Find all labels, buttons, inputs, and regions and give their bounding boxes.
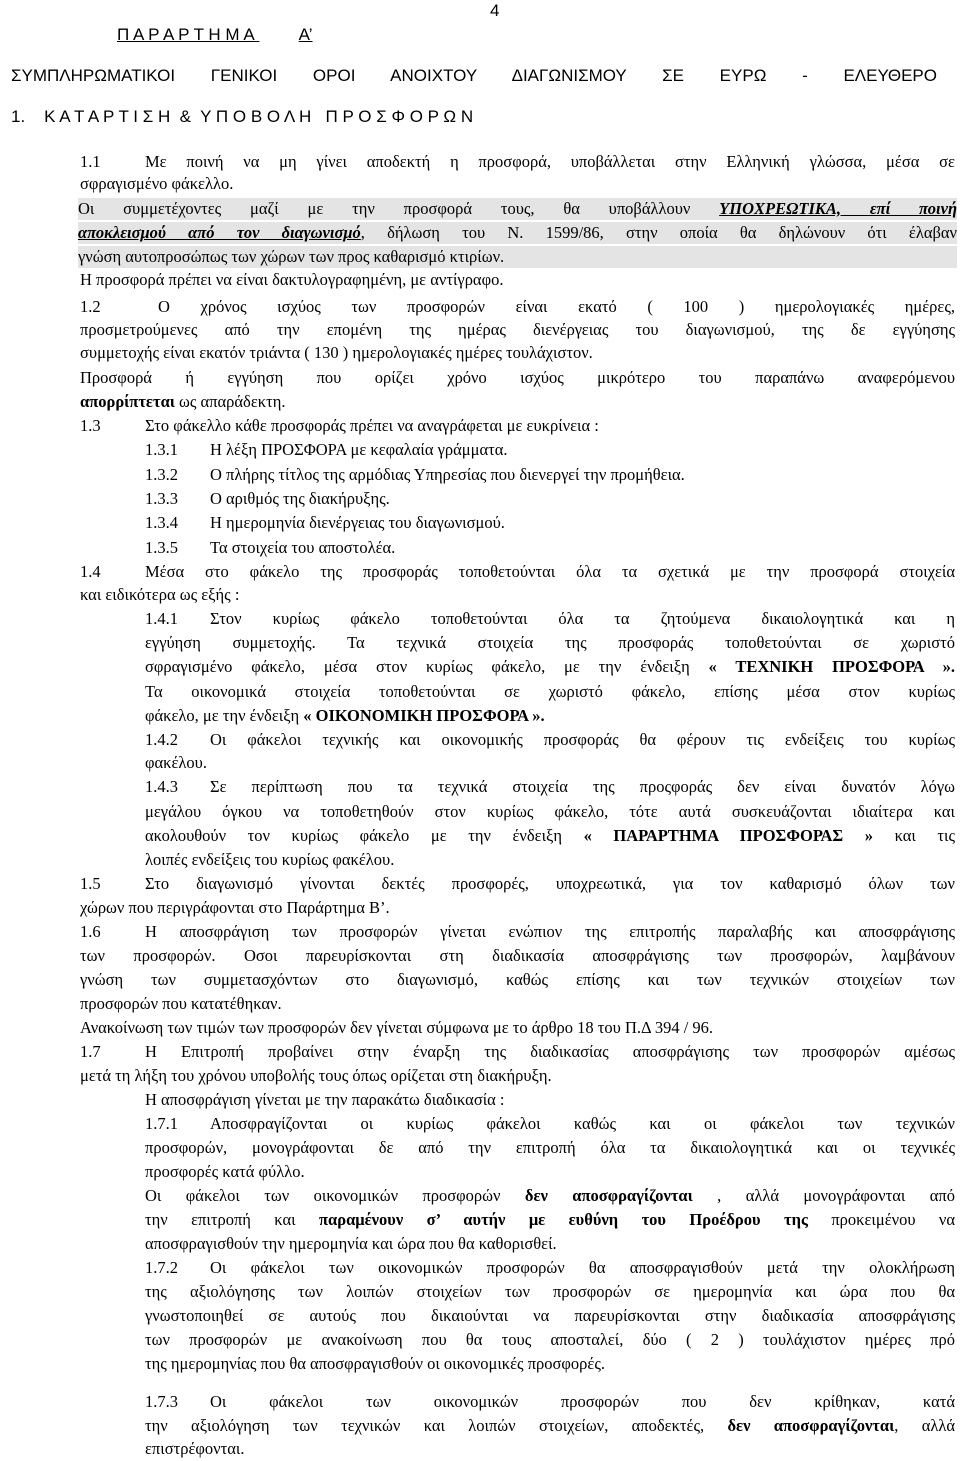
offer-annex-label: « ΠΑΡΑΡΤΗΜΑ ΠΡΟΣΦΟΡΑΣ » bbox=[583, 826, 874, 845]
clause-1-7-3-line-2 bbox=[145, 1415, 955, 1437]
clause-1-7-2-line-3: γνωστοποιηθεί σε αυτούς που δικαιούνται να παρευρίσκονται στην διαδικασία αποσφράγισης bbox=[145, 1306, 955, 1325]
clause-1-5-number: 1.5 bbox=[80, 874, 101, 893]
clause-1-7-1-number: 1.7.1 bbox=[145, 1114, 178, 1133]
clause-1-7-3-line-2-text: την αξιολόγηση των τεχνικών και λοιπών στοιχείων, αποδεκτές, bbox=[145, 1416, 728, 1435]
clause-1-6-line-5: Ανακοίνωση των τιμών των προσφορών δεν γίνεται σύμφωνα με το άρθρο 18 του Π.Δ 394 / 96. bbox=[80, 1018, 714, 1037]
clause-1-4-3-line-3-tail: και τις bbox=[873, 826, 956, 845]
clause-1-7-2-number: 1.7.2 bbox=[145, 1258, 178, 1277]
clause-1-3-4-number: 1.3.4 bbox=[145, 513, 178, 532]
clause-1-3-1-text: Η λέξη ΠΡΟΣΦΟΡΑ με κεφαλαία γράμματα. bbox=[210, 440, 508, 459]
section-1-title: Κ Α Τ Α Ρ Τ Ι Σ Η & Υ Π Ο Β Ο Λ Η Π Ρ Ο Σ Φ Ο Ρ Ω Ν bbox=[44, 107, 474, 126]
clause-1-7-1-line-6: αποσφραγισθούν την ημερομηνία και ώρα που θα καθορισθεί. bbox=[145, 1234, 557, 1253]
clause-1-2-line-3: συμμετοχής είναι εκατόν τριάντα ( 130 ) ημερολογιακές ημέρες τουλάχιστον. bbox=[80, 343, 593, 362]
clause-1-4-3-line-4: λοιπές ενδείξεις του κυρίως φακέλου. bbox=[145, 850, 395, 869]
clause-1-7-line-1: Η Επιτροπή προβαίνει στην έναρξη της διαδικασίας αποσφράγισης των προσφορών αμέσως bbox=[145, 1042, 955, 1061]
clause-1-7-2-line-4: των προσφορών με ανακοίνωση που θα τους αποσταλεί, δύο ( 2 ) τουλάχιστον ημέρες πρό bbox=[145, 1330, 955, 1349]
clause-1-4-1-number: 1.4.1 bbox=[145, 609, 178, 628]
clause-1-7-1-line-2: προσφορών, μονογράφονται δε από την επιτροπή όλα τα δικαιολογητικά και οι τεχνικές bbox=[145, 1138, 955, 1157]
clause-1-4-2-line-1: Οι φάκελοι τεχνικής και οικονομικής προσφοράς θα φέρουν τις ενδείξεις του κυρίως bbox=[210, 730, 955, 749]
clause-1-1-line-3 bbox=[78, 198, 957, 220]
clause-1-5-line-1: Στο διαγωνισμό γίνονται δεκτές προσφορές, υποχρεωτικά, για τον καθαρισμό όλων των bbox=[145, 874, 955, 893]
clause-1-6-number: 1.6 bbox=[80, 922, 101, 941]
clause-1-3-5-text: Τα στοιχεία του αποστολέα. bbox=[210, 538, 396, 557]
appendix-letter: Α’ bbox=[298, 25, 313, 44]
rejected-text: απορρίπτεται bbox=[80, 392, 175, 411]
clause-1-7-1-line-4-text: Οι φάκελοι των οικονομικών προσφορών bbox=[145, 1186, 525, 1205]
clause-1-4-1-line-5-text: φάκελο, με την ένδειξη bbox=[145, 706, 300, 725]
clause-1-4-3-number: 1.4.3 bbox=[145, 777, 178, 796]
clause-1-7-2-line-5: της ημερομηνίας που θα αποσφραγισθούν οι οικονομικές προσφορές. bbox=[145, 1354, 605, 1373]
clause-1-6-line-1: Η αποσφράγιση των προσφορών γίνεται ενώπιον της επιτροπής παραλαβής και αποσφράγισης bbox=[145, 922, 955, 941]
appendix-heading bbox=[117, 24, 313, 46]
page-number: 4 bbox=[490, 1, 500, 20]
clause-1-7-line-3: Η αποσφράγιση γίνεται με την παρακάτω διαδικασία : bbox=[145, 1090, 505, 1109]
exclusion-text: αποκλεισμού από τον διαγωνισμό bbox=[78, 223, 361, 242]
clause-1-5-line-2: χώρων που περιγράφονται στο Παράρτημα Β’. bbox=[80, 898, 390, 917]
not-unsealed-text-2: δεν αποσφραγίζονται bbox=[727, 1416, 895, 1435]
clause-1-4-1-line-3 bbox=[145, 656, 955, 678]
clause-1-4-1-line-2: εγγύηση συμμετοχής. Τα τεχνικά στοιχεία της προσφοράς τοποθετούνται σε χωριστό bbox=[145, 633, 955, 652]
clause-1-7-3-line-2-tail: , αλλά bbox=[894, 1416, 956, 1435]
clause-1-4-1-line-4: Τα οικονομικά στοιχεία τοποθετούνται σε χωριστό φάκελο, επίσης μέσα στον κυρίως bbox=[145, 682, 955, 701]
clause-1-3-4-text: Η ημερομηνία διενέργειας του διαγωνισμού. bbox=[210, 513, 505, 532]
clause-1-4-line-2: και ειδικότερα ως εξής : bbox=[80, 585, 240, 604]
clause-1-6-line-4: προσφορών που κατατέθηκαν. bbox=[80, 994, 282, 1013]
document-title: ΣΥΜΠΛΗΡΩΜΑΤΙΚΟΙ ΓΕΝΙΚΟΙ ΟΡΟΙ ΑΝΟΙΧΤΟΥ ΔΙΑΓΩΝΙΣΜΟΥ ΣΕ ΕΥΡΩ - ΕΛΕΥΘΕΡΟ bbox=[11, 66, 937, 85]
clause-1-7-number: 1.7 bbox=[80, 1042, 101, 1061]
clause-1-4-1-line-1: Στον κυρίως φάκελο τοποθετούνται όλα τα ζητούμενα δικαιολογητικά και η bbox=[210, 609, 955, 628]
clause-1-3-2-number: 1.3.2 bbox=[145, 465, 178, 484]
clause-1-4-3-line-2: μεγάλου όγκου να τοποθετηθούν στον κυρίως φάκελο, τότε αυτά συσκευάζονται ιδιαίτερα και bbox=[145, 802, 955, 821]
clause-1-7-1-line-5-tail: προκειμένου να bbox=[807, 1210, 956, 1229]
clause-1-4-1-line-5 bbox=[145, 705, 545, 727]
clause-1-3-text: Στο φάκελλο κάθε προσφοράς πρέπει να αναγράφεται με ευκρίνεια : bbox=[145, 416, 599, 435]
chair-responsibility-text: παραμένουν σ’ αυτήν με ευθύνη του Προέδρου της bbox=[318, 1210, 808, 1229]
clause-1-7-1-line-5-text: την επιτροπή και bbox=[145, 1210, 319, 1229]
clause-1-3-number: 1.3 bbox=[80, 416, 101, 435]
clause-1-6-line-2: των προσφορών. Οσοι παρευρίσκονται στη διαδικασία αποσφράγισης των προσφορών, λαμβάνουν bbox=[80, 946, 955, 965]
clause-1-4-line-1: Μέσα στο φάκελο της προσφοράς τοποθετούνται όλα τα σχετικά με την προσφορά στοιχεία bbox=[145, 562, 955, 581]
clause-1-2-line-4: Προσφορά ή εγγύηση που ορίζει χρόνο ισχύος μικρότερο του παραπάνω αναφερόμενου bbox=[80, 368, 955, 387]
technical-offer-label: « ΤΕΧΝΙΚΗ ΠΡΟΣΦΟΡΑ ». bbox=[708, 657, 955, 676]
clause-1-7-2-line-1: Οι φάκελοι των οικονομικών προσφορών θα αποσφραγισθούν μετά την ολοκλήρωση bbox=[210, 1258, 955, 1277]
appendix-title: Π Α Ρ Α Ρ Τ Η Μ Α bbox=[117, 25, 255, 44]
clause-1-7-2-line-2: της αξιολόγησης των λοιπών στοιχείων των προσφορών σε ημερομηνία και ώρα που θα bbox=[145, 1282, 955, 1301]
clause-1-3-3-text: Ο αριθμός της διακήρυξης. bbox=[210, 489, 390, 508]
clause-1-4-number: 1.4 bbox=[80, 562, 101, 581]
clause-1-2-line-1: Ο χρόνος ισχύος των προσφορών είναι εκατό ( 100 ) ημερολογιακές ημέρες, bbox=[158, 297, 955, 316]
clause-1-3-2-text: Ο πλήρης τίτλος της αρμόδιας Υπηρεσίας που διενεργεί την προμήθεια. bbox=[210, 465, 685, 484]
clause-1-1-line-2: σφραγισμένο φάκελλο. bbox=[80, 174, 234, 193]
clause-1-7-1-line-1: Αποσφραγίζονται οι κυρίως φάκελοι καθώς και οι φάκελοι των τεχνικών bbox=[210, 1114, 955, 1133]
clause-1-1-line-1: Με ποινή να μη γίνει αποδεκτή η προσφορά, υποβάλλεται στην Ελληνική γλώσσα, μέσα σε bbox=[145, 152, 955, 171]
clause-1-1-line-4 bbox=[78, 222, 957, 244]
section-1-heading bbox=[11, 106, 951, 128]
mandatory-penalty-text: ΥΠΟΧΡΕΩΤΙΚΑ, επί ποινή bbox=[719, 199, 957, 218]
clause-1-7-3-line-3: επιστρέφονται. bbox=[145, 1439, 245, 1458]
clause-1-2-line-2: προσμετρούμενες από την επομένη της ημέρας διενέργειας του διαγωνισμού, της δε εγγύησης bbox=[80, 320, 955, 339]
clause-1-7-line-2: μετά τη λήξη του χρόνου υποβολής τους όπως ορίζεται στη διακήρυξη. bbox=[80, 1066, 552, 1085]
clause-1-7-1-line-4 bbox=[145, 1185, 955, 1207]
clause-1-4-3-line-3-text: ακολουθούν τον κυρίως φάκελο με την ένδειξη bbox=[145, 826, 563, 845]
clause-1-3-1-number: 1.3.1 bbox=[145, 440, 178, 459]
section-1-number: 1. bbox=[11, 107, 26, 126]
clause-1-6-line-3: γνώση των συμμετασχόντων στο διαγωνισμό, καθώς επίσης και των τεχνικών στοιχείων των bbox=[80, 970, 955, 989]
clause-1-7-1-line-3: προσφορές κατά φύλλο. bbox=[145, 1162, 305, 1181]
clause-1-2-line-5 bbox=[80, 391, 285, 413]
clause-1-1-line-4-text: , δήλωση του Ν. 1599/86, στην οποία θα δηλώνουν ότι έλαβαν bbox=[360, 223, 957, 242]
clause-1-3-5-number: 1.3.5 bbox=[145, 538, 178, 557]
clause-1-4-3-line-3 bbox=[145, 825, 955, 847]
clause-1-1-line-3-text: Οι συμμετέχοντες μαζί με την προσφορά τους, θα υποβάλλουν bbox=[78, 199, 691, 218]
not-unsealed-text: δεν αποσφραγίζονται bbox=[524, 1186, 693, 1205]
clause-1-4-2-line-2: φακέλου. bbox=[145, 753, 207, 772]
clause-1-3-3-number: 1.3.3 bbox=[145, 489, 178, 508]
financial-offer-label: « ΟΙΚΟΝΟΜΙΚΗ ΠΡΟΣΦΟΡΑ ». bbox=[303, 706, 545, 725]
clause-1-1-line-6: Η προσφορά πρέπει να είναι δακτυλογραφημένη, με αντίγραφο. bbox=[80, 270, 504, 289]
clause-1-7-1-line-5 bbox=[145, 1209, 955, 1231]
clause-1-2-line-5-text: ως απαράδεκτη. bbox=[174, 392, 286, 411]
clause-1-7-1-line-4-tail: , αλλά μονογράφονται από bbox=[692, 1186, 955, 1205]
clause-1-7-3-number: 1.7.3 bbox=[145, 1392, 178, 1411]
appendix-gap bbox=[255, 24, 299, 46]
clause-1-2-number: 1.2 bbox=[80, 297, 101, 316]
clause-1-4-2-number: 1.4.2 bbox=[145, 730, 178, 749]
clause-1-7-3-line-1: Οι φάκελοι των οικονομικών προσφορών που δεν κρίθηκαν, κατά bbox=[210, 1392, 955, 1411]
clause-1-1-number: 1.1 bbox=[80, 152, 101, 171]
clause-1-4-3-line-1: Σε περίπτωση που τα τεχνικά στοιχεία της προςφοράς δεν είναι δυνατόν λόγω bbox=[210, 777, 955, 796]
clause-1-4-1-line-3-text: σφραγισμένο φάκελο, μέσα στον κυρίως φάκελο, με την ένδειξη bbox=[145, 657, 690, 676]
clause-1-1-line-5: γνώση αυτοπροσώπως των χώρων των προς καθαρισμό κτιρίων. bbox=[78, 246, 957, 268]
